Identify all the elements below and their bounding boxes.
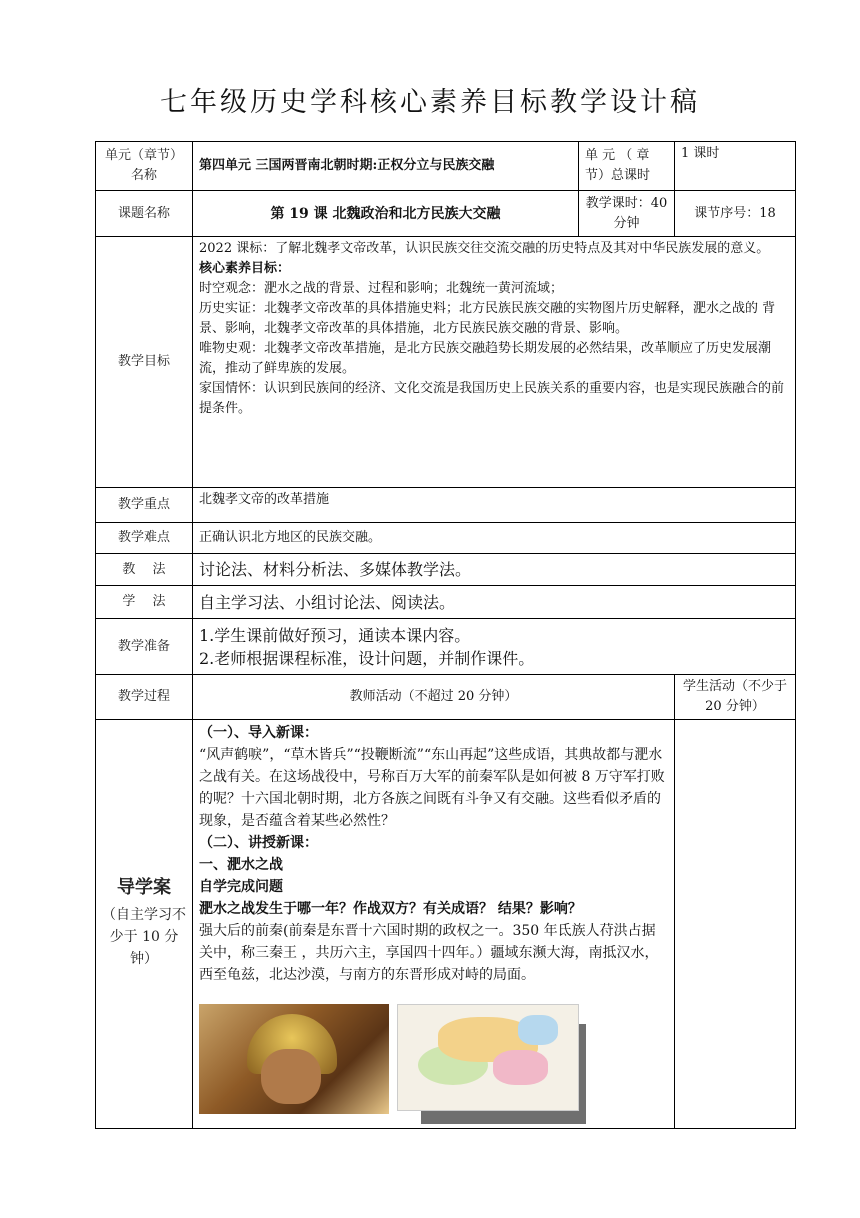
prep-item: 1.学生课前做好预习，通读本课内容。	[199, 625, 471, 645]
lesson-class-hours: 教学课时：40 分钟	[579, 191, 675, 237]
study-label: 学 法	[96, 586, 193, 619]
method-row	[96, 554, 796, 586]
difficulty-value: 正确认识北方地区的民族交融。	[193, 523, 796, 554]
question-text: 淝水之战发生于哪一年？作战双方？有关成语？ 结果？影响？	[199, 901, 582, 917]
core-heading: 核心素养目标：	[199, 261, 291, 276]
prep-row	[96, 619, 796, 675]
unit-value: 第四单元 三国两晋南北朝时期:正权分立与民族交融	[193, 142, 579, 191]
lesson-plan-table	[95, 141, 796, 1129]
method-value: 讨论法、材料分析法、多媒体教学法。	[193, 554, 796, 586]
unit-label: 单元（章节）名称	[96, 142, 193, 191]
key-row	[96, 488, 796, 523]
difficulty-row	[96, 523, 796, 554]
guide-title: 导学案	[117, 877, 171, 898]
method-label: 教 法	[96, 554, 193, 586]
new-lesson-heading: （二）、讲授新课：	[199, 835, 318, 851]
lesson-row	[96, 191, 796, 237]
goal-item: 历史实证：北魏孝文帝改革的具体措施史料；北方民族民族交融的实物图片历史解释，淝水之战的 背景、影响，北魏孝文帝改革的具体措施，北方民族民族交融的背景、影响。	[199, 301, 776, 336]
teacher-activity-header: 教师活动（不超过 20 分钟）	[193, 675, 675, 720]
process-label: 教学过程	[96, 675, 193, 720]
self-study-heading: 自学完成问题	[199, 879, 283, 895]
guide-content	[193, 720, 675, 1129]
image-row	[199, 1004, 668, 1124]
page-title: 七年级历史学科核心素养目标教学设计稿	[160, 87, 700, 118]
general-portrait-image	[199, 1004, 389, 1114]
student-activity-header: 学生活动（不少于 20 分钟）	[675, 675, 796, 720]
goal-item: 家国情怀：认识到民族间的经济、文化交流是我国历史上民族关系的重要内容，也是实现民族融合的前提条件。	[199, 381, 785, 416]
section-heading: 一、淝水之战	[199, 857, 283, 873]
study-row	[96, 586, 796, 619]
process-row	[96, 675, 796, 720]
unit-row	[96, 142, 796, 191]
intro-text: “风声鹤唳”，“草木皆兵”“投鞭断流”“东山再起”这些成语，其典故都与淝水之战有关。在这场战役中，号称百万大军的前秦军队是如何被 8 万守军打败的呢？十六国北朝时期，北方各族之间既有斗争又有交融。这些看似矛盾的现象，是否蕴含着某些必然性？	[199, 747, 665, 829]
guide-side	[96, 720, 193, 1129]
unit-hours-value: 1 课时	[675, 142, 796, 191]
curriculum-standard: 2022 课标：了解北魏孝文帝改革，认识民族交往交流交融的历史特点及其对中华民族发展的意义。	[199, 241, 770, 256]
guide-row	[96, 720, 796, 1129]
key-label: 教学重点	[96, 488, 193, 523]
lesson-value: 第 19 课 北魏政治和北方民族大交融	[193, 191, 579, 237]
goal-item: 时空观念：淝水之战的背景、过程和影响；北魏统一黄河流域；	[199, 281, 564, 296]
prep-content	[193, 619, 796, 675]
lesson-order: 课节序号：18	[675, 191, 796, 237]
historical-map-image	[397, 1004, 579, 1111]
prep-label: 教学准备	[96, 619, 193, 675]
goals-label: 教学目标	[96, 237, 193, 488]
answer-text: 强大后的前秦(前秦是东晋十六国时期的政权之一。350 年氐族人苻洪占据关中，称三秦王 ，共历六主，享国四十四年。）疆域东濒大海，南抵汉水，西至龟兹，北达沙漠，与南方的东晋形成对峙的局面。	[199, 923, 659, 983]
guide-subtitle: （自主学习不少于 10 分钟）	[102, 907, 186, 967]
student-activity-cell	[675, 720, 796, 1129]
intro-heading: （一）、导入新课：	[199, 725, 318, 741]
goal-item: 唯物史观：北魏孝文帝改革措施，是北方民族交融趋势长期发展的必然结果，改革顺应了历史发展潮流，推动了鲜卑族的发展。	[199, 341, 772, 376]
prep-item: 2.老师根据课程标准，设计问题，并制作课件。	[199, 648, 535, 668]
unit-hours-label: 单 元 （ 章 节）总课时	[579, 142, 675, 191]
goals-content	[193, 237, 796, 488]
lesson-label: 课题名称	[96, 191, 193, 237]
difficulty-label: 教学难点	[96, 523, 193, 554]
study-value: 自主学习法、小组讨论法、阅读法。	[193, 586, 796, 619]
goals-row	[96, 237, 796, 488]
key-value: 北魏孝文帝的改革措施	[193, 488, 796, 523]
